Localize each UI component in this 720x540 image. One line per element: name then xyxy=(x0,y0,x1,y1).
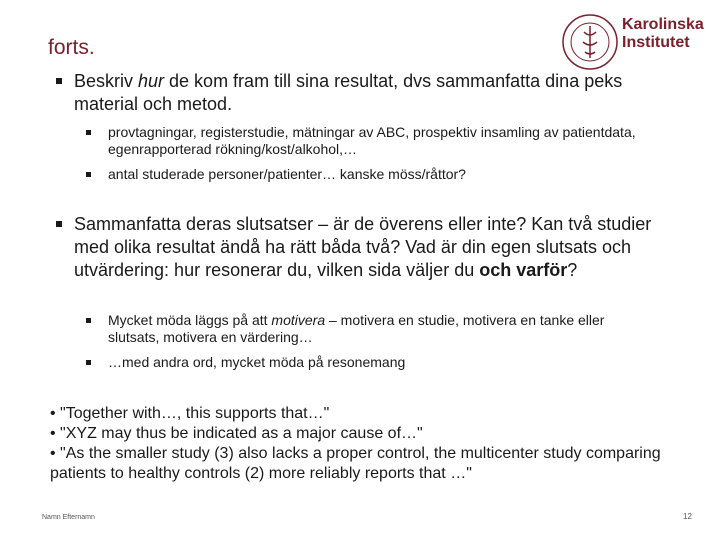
page-number: 12 xyxy=(683,512,692,521)
example-quotes xyxy=(50,404,680,484)
sub-bullet: Mycket möda läggs på att motivera – motivera en studie, motivera en tanke eller slutsats, motivera en värdering… xyxy=(86,312,646,346)
footer-author: Namn Efternamn xyxy=(42,514,95,521)
bullet-summarize-conclusions: Sammanfatta deras slutsatser – är de överens eller inte? Kan två studier med olika resultat ändå ha rätt båda två? Vad är din egen slutsats och utvärdering: hur resonerar du, vilken sida väljer du och varför? xyxy=(56,213,656,282)
quote-line: • "XYZ may thus be indicated as a major cause of…" xyxy=(50,425,423,442)
sub-bullet: antal studerade personer/patienter… kanske möss/råttor? xyxy=(86,166,646,183)
bullet-marker xyxy=(56,221,62,227)
bullet-marker xyxy=(86,360,91,365)
bullet-describe-method: Beskriv hur de kom fram till sina resultat, dvs sammanfatta dina peks material och metod. xyxy=(56,70,656,116)
bullet-marker xyxy=(56,78,62,84)
quote-line: • "Together with…, this supports that…" xyxy=(50,405,330,422)
slide-title: forts. xyxy=(48,36,95,59)
bullet-marker xyxy=(86,318,91,323)
quote-line: • "As the smaller study (3) also lacks a proper control, the multicenter study comparing patients to healthy controls (2) more reliably reports that …" xyxy=(50,445,661,482)
bullet-marker xyxy=(86,172,91,177)
logo-wordmark: Karolinska Institutet xyxy=(622,16,704,51)
sub-bullet: …med andra ord, mycket möda på resonemang xyxy=(86,354,646,371)
bullet-marker xyxy=(86,130,91,135)
sub-bullet: provtagningar, registerstudie, mätningar av ABC, prospektiv insamling av patientdata, egenrapporterad rökning/kost/alkohol,… xyxy=(86,124,646,158)
